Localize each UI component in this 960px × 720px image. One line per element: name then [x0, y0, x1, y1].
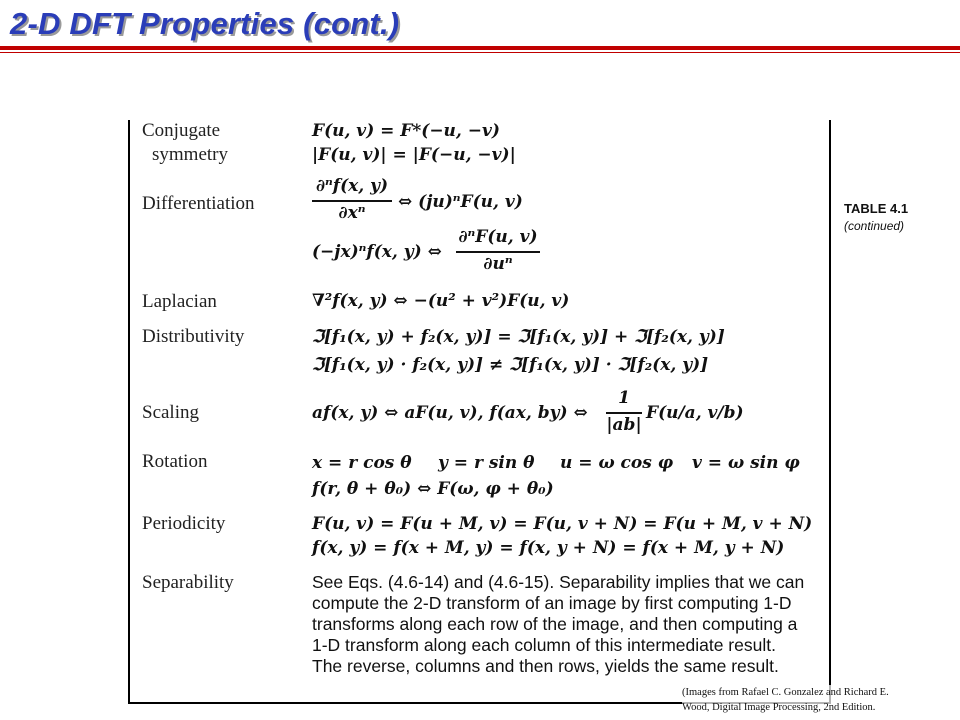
diff-eq2-denominator: ∂uⁿ — [483, 254, 513, 274]
rotation-v: v = ω sin φ — [692, 453, 800, 473]
property-name-scaling: Scaling — [142, 402, 199, 423]
equation-conjugate-2: |F(u, v)| = |F(−u, −v)| — [312, 145, 516, 165]
scaling-lhs: af(x, y) ⇔ aF(u, v), f(ax, by) ⇔ — [312, 403, 588, 423]
property-name-periodicity: Periodicity — [142, 513, 226, 534]
table-caption-subtitle: (continued) — [844, 219, 905, 233]
slide-title-wrap — [10, 6, 399, 42]
credit-line: Wood, Digital Image Processing, 2nd Edition. — [682, 702, 876, 713]
scaling-rhs: F(u/a, v/b) — [646, 403, 744, 423]
diff-eq1-fraction-bar — [312, 200, 392, 202]
table-caption-title: TABLE 4.1 — [844, 201, 909, 216]
property-name-differentiation: Differentiation — [142, 193, 255, 214]
separability-line: transforms along each row of the image, and then computing a — [312, 614, 798, 634]
separability-line: See Eqs. (4.6-14) and (4.6-15). Separability implies that we can — [312, 572, 805, 592]
title-rule — [0, 46, 960, 50]
property-name-symmetry: symmetry — [152, 144, 228, 165]
rotation-x: x = r cos θ — [312, 453, 412, 473]
title-rule-thin — [0, 52, 960, 53]
property-name-separability: Separability — [142, 572, 234, 593]
equation-periodicity-2: f(x, y) = f(x + M, y) = f(x, y + N) = f(x + M, y + N) — [312, 538, 785, 558]
image-credit — [682, 685, 954, 715]
separability-line: The reverse, columns and then rows, yields the same result. — [312, 656, 779, 676]
separability-description — [312, 572, 812, 677]
credit-line: (Images from Rafael C. Gonzalez and Richard E. — [682, 687, 889, 698]
table-left-border — [128, 120, 130, 704]
property-name-conjugate: Conjugate — [142, 120, 221, 141]
property-name-laplacian: Laplacian — [142, 291, 217, 312]
diff-eq1-numerator: ∂ⁿf(x, y) — [315, 176, 389, 196]
equation-distributivity-1: ℑ[f₁(x, y) + f₂(x, y)] = ℑ[f₁(x, y)] + ℑ[f₂(x, y)] — [312, 327, 725, 347]
equation-periodicity-1: F(u, v) = F(u + M, v) = F(u, v + N) = F(u + M, v + N) — [312, 514, 813, 534]
slide-title: 2-D DFT Properties (cont.) — [10, 6, 400, 41]
scaling-fraction-bar — [606, 412, 642, 414]
diff-eq2-lhs: (−jx)ⁿf(x, y) ⇔ — [312, 242, 442, 262]
equation-conjugate-1: F(u, v) = F*(−u, −v) — [312, 121, 500, 141]
property-name-distributivity: Distributivity — [142, 326, 245, 347]
property-name-rotation: Rotation — [142, 451, 208, 472]
separability-line: compute the 2-D transform of an image by first computing 1-D — [312, 593, 792, 613]
diff-eq2-numerator: ∂ⁿF(u, v) — [458, 227, 538, 247]
rotation-u: u = ω cos φ — [560, 453, 674, 473]
equation-laplacian: ∇²f(x, y) ⇔ −(u² + v²)F(u, v) — [312, 291, 570, 311]
rotation-y: y = r sin θ — [438, 453, 535, 473]
scaling-denominator: |ab| — [606, 415, 642, 435]
table-right-border — [829, 120, 831, 704]
equation-rotation-2: f(r, θ + θ₀) ⇔ F(ω, φ + θ₀) — [312, 479, 554, 499]
equation-distributivity-2: ℑ[f₁(x, y) · f₂(x, y)] ≠ ℑ[f₁(x, y)] · ℑ[f₂(x, y)] — [312, 355, 709, 375]
separability-line: 1-D transform along each column of this intermediate result. — [312, 635, 776, 655]
diff-eq1-denominator: ∂xⁿ — [338, 203, 366, 223]
diff-eq1-rhs: ⇔ (ju)ⁿF(u, v) — [398, 192, 523, 212]
scaling-numerator: 1 — [618, 388, 630, 408]
diff-eq2-fraction-bar — [456, 251, 540, 253]
